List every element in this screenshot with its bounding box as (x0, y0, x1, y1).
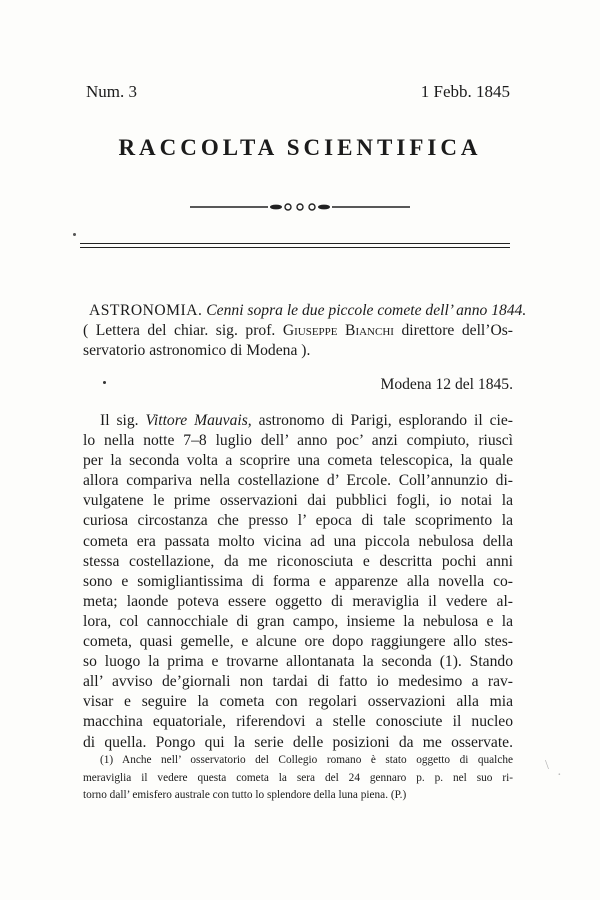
body-line: sono e somigliantissima di forma e apparenze alla novella co- (83, 572, 513, 590)
body-line: cometa era passata molto vicina ad una piccola nebulosa della (83, 532, 513, 550)
body-line-first (83, 411, 513, 431)
person-name: Vittore Mauvais, (145, 412, 252, 429)
footnote-line: torno dall’ emisfero australe con tutto lo splendore della luna piena. (P.) (83, 789, 407, 801)
running-head (86, 82, 510, 104)
heading-line-2 (83, 321, 513, 341)
article-heading (83, 301, 527, 361)
body-line: visar e seguire la cometa con regolari osservazioni alla mia (83, 693, 513, 711)
footnote (83, 752, 513, 805)
body-line: vulgatene le prime osservazioni dai pubblici fogli, io notai la (83, 492, 513, 510)
section-label: ASTRONOMIA. (89, 302, 203, 319)
body-line: stessa costellazione, da me riconosciuta e descritta pochi anni (83, 552, 513, 570)
author-name: Giuseppe Bianchi (282, 322, 394, 340)
body-line: cometa, quasi gemelle, e alcune ore dopo raggiungere allo stes- (83, 633, 513, 651)
margin-pencil-mark: \ · (545, 758, 562, 783)
journal-title: RACCOLTA SCIENTIFICA (118, 135, 482, 160)
article-title: Cenni sopra le due piccole comete dell’ anno 1844. (206, 302, 527, 319)
margin-speck (73, 233, 76, 236)
ornament-divider-icon (190, 201, 410, 213)
heading-line-1 (83, 301, 527, 321)
letter-suffix: direttore dell’Os- (401, 322, 513, 340)
issue-date: 1 Febb. 1845 (420, 82, 510, 101)
body-line: lora, col cannocchiale di gran campo, insieme la nebulosa e la (83, 612, 513, 630)
body-line: per la seconda volta a scoprire una cometa telescopica, la quale (83, 452, 513, 470)
place-date: Modena 12 del 1845. (380, 376, 513, 393)
article-body (83, 411, 513, 753)
footnote-line: (1) Anche nell’ osservatorio del Collegio romano è stato oggetto di qualche (100, 754, 513, 766)
body-prefix: Il sig. (100, 412, 139, 429)
body-line: curiosa circostanza che presso l’ epoca di tale scoprimento la (83, 512, 513, 530)
letter-prefix: ( Lettera del chiar. sig. prof. (83, 322, 276, 340)
heading-line-3: servatorio astronomico di Modena ). (83, 342, 311, 360)
body-suffix: astronomo di Parigi, esplorando il cie- (258, 412, 513, 429)
margin-speck-2 (103, 381, 106, 384)
body-line: so luogo la prima e trovarne allontanata la seconda (1). Stando (83, 653, 513, 671)
body-line: lo nella notte 7–8 luglio dell’ anno poc’ anzi compiuto, riuscì (83, 432, 513, 450)
body-line: all’ avviso de’giornali non tardai di fatto io medesimo a rav- (83, 673, 513, 691)
body-line: di quella. Pongo qui la serie delle posizioni da me osservate. (83, 733, 513, 751)
issue-number: Num. 3 (86, 82, 137, 101)
body-line: macchina equatoriale, riferendovi a stelle conosciute il nucleo (83, 713, 513, 731)
body-line: allora compariva nella costellazione d’ Ercole. Coll’annunzio di- (83, 472, 513, 490)
body-line: meta; laonde poteva essere oggetto di meraviglia il vedere al- (83, 592, 513, 610)
double-rule-divider (80, 243, 510, 249)
footnote-line: meraviglia il vedere questa cometa la sera del 24 gennaro p. p. nel suo ri- (83, 771, 513, 784)
